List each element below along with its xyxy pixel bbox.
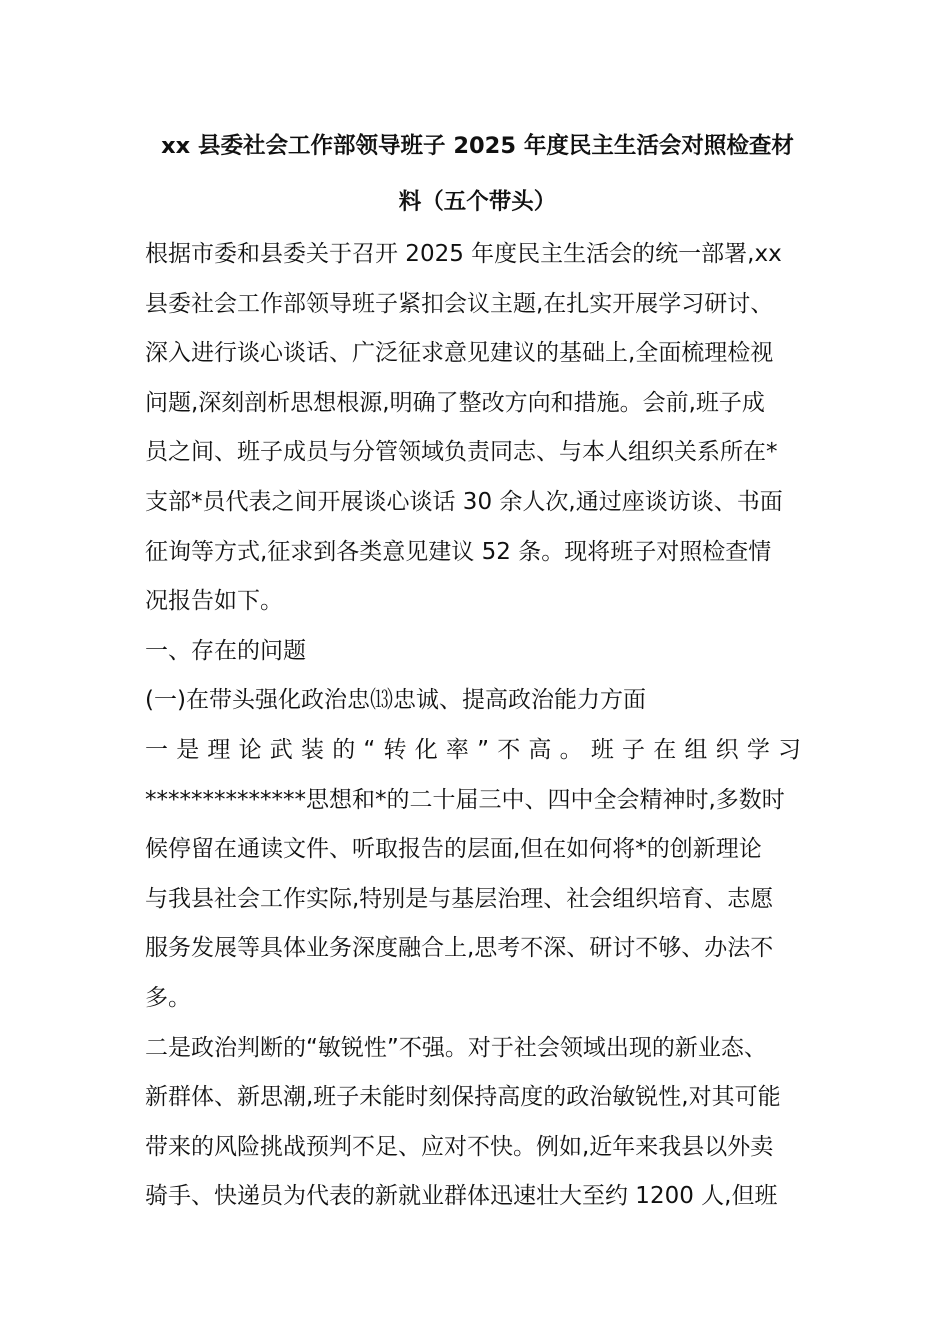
document-page <box>145 118 810 1222</box>
text-line: 征询等方式,征求到各类意见建议 52 条。现将班子对照检查情 <box>145 538 772 565</box>
text-line: 新群体、新思潮,班子未能时刻保持高度的政治敏锐性,对其可能 <box>145 1084 781 1111</box>
text-line: 多。 <box>145 984 191 1011</box>
intro-paragraph <box>145 230 810 627</box>
text-line: 一是理论武装的“转化率”不高。班子在组织学习 <box>145 736 810 763</box>
text-line: 服务发展等具体业务深度融合上,思考不深、研讨不够、办法不 <box>145 935 774 962</box>
text-line: 根据市委和县委关于召开 2025 年度民主生活会的统一部署,xx <box>145 241 782 267</box>
document-title <box>145 118 810 230</box>
text-line: **************思想和*的二十届三中、四中全会精神时,多数时 <box>145 786 785 813</box>
subsection-heading: (一)在带头强化政治忠⒀忠诚、提高政治能力方面 <box>145 687 646 714</box>
text-line: 候停留在通读文件、听取报告的层面,但在如何将*的创新理论 <box>145 836 762 863</box>
point-2-paragraph <box>145 1024 810 1222</box>
text-line: 员之间、班子成员与分管领域负责同志、与本人组织关系所在* <box>145 439 778 466</box>
point-1-paragraph <box>145 726 810 1024</box>
text-line: 二是政治判断的“敏锐性”不强。对于社会领域出现的新业态、 <box>145 1034 767 1061</box>
text-line: 与我县社会工作实际,特别是与基层治理、社会组织培育、志愿 <box>145 885 774 912</box>
text-line: 支部*员代表之间开展谈心谈话 30 余人次,通过座谈访谈、书面 <box>145 488 783 515</box>
title-line: 料（五个带头） <box>398 189 557 215</box>
text-line: 问题,深刻剖析思想根源,明确了整改方向和措施。会前,班子成 <box>145 389 765 416</box>
text-line: 县委社会工作部领导班子紧扣会议主题,在扎实开展学习研讨、 <box>145 290 774 317</box>
text-line: 况报告如下。 <box>145 588 283 615</box>
text-line: 带来的风险挑战预判不足、应对不快。例如,近年来我县以外卖 <box>145 1133 774 1160</box>
text-line: 骑手、快递员为代表的新就业群体迅速壮大至约 1200 人,但班 <box>145 1183 778 1210</box>
section-heading: 一、存在的问题 <box>145 637 306 664</box>
title-line: xx 县委社会工作部领导班子 2025 年度民主生活会对照检查材 <box>161 133 794 159</box>
text-line: 深入进行谈心谈话、广泛征求意见建议的基础上,全面梳理检视 <box>145 340 774 367</box>
